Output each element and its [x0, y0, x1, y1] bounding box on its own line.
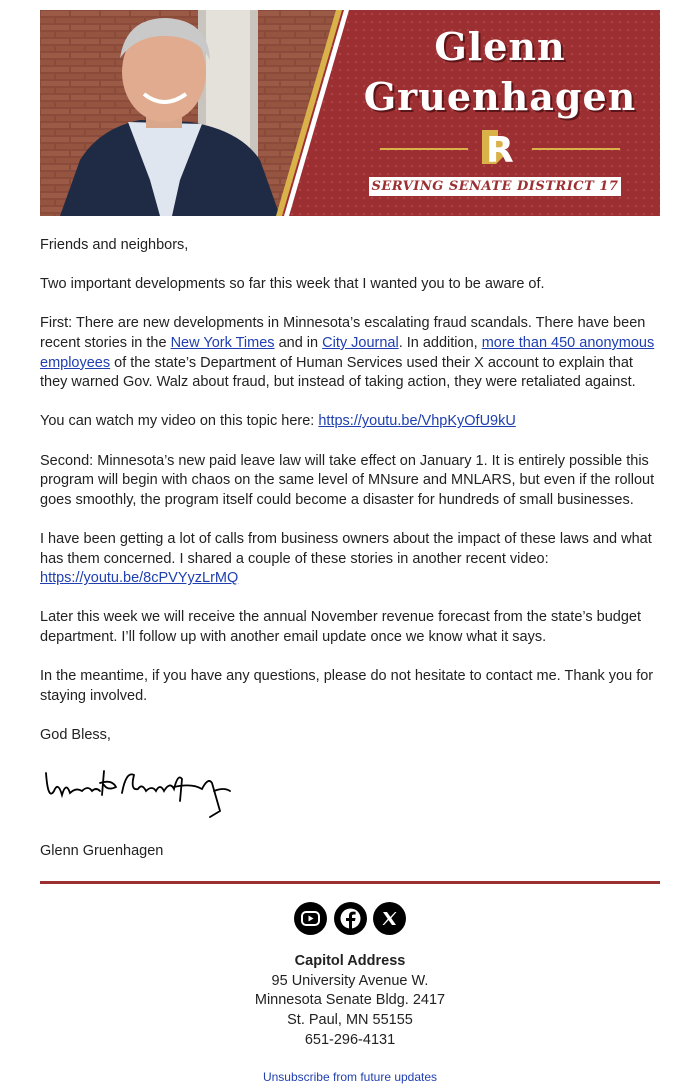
text-segment: First: There are new developments in Minnesota’s escalating fraud scandals. There have been recent stories in the — [40, 315, 646, 351]
x-icon[interactable] — [373, 902, 406, 935]
banner-tagline: SERVING SENATE DISTRICT 17 — [369, 177, 621, 196]
paragraph-forecast: Later this week we will receive the annual November revenue forecast from the state’s budget department. I’ll follow up with another email update once we know what it says. — [40, 609, 641, 645]
unsubscribe-link[interactable]: Unsubscribe from future updates — [262, 1070, 438, 1085]
social-links — [40, 902, 660, 936]
new-york-times-link[interactable]: New York Times — [170, 334, 275, 351]
banner-name-first: Glenn — [434, 24, 566, 69]
text-segment: of the state’s Department of Human Services used their X account to explain that they warned Gov. Walz about fraud, but instead of taking action, they were retaliated against. — [40, 354, 636, 391]
video-link-2[interactable]: https://youtu.be/8cPVYyzLrMQ — [40, 570, 239, 587]
paragraph-paid-leave: Second: Minnesota’s new paid leave law will take effect on January 1. It is entirely possible this program will begin with chaos on the same level of MNsure and MNLARS, but even if the rollout goes smoothly, the program itself could become a disaster for hundreds of small businesses. — [40, 452, 655, 508]
header-banner — [40, 10, 660, 216]
text-segment: You can watch my video on this topic here: — [40, 413, 319, 430]
logo-rule-left — [380, 148, 468, 150]
youtube-icon[interactable] — [294, 902, 327, 935]
closing: God Bless, — [40, 726, 111, 743]
facebook-icon[interactable] — [334, 902, 367, 935]
signature-name: Glenn Gruenhagen — [40, 843, 164, 860]
anonymous-employees-link[interactable]: more than 450 anonymous employees — [40, 334, 655, 371]
footer-divider — [40, 881, 660, 884]
paragraph-video-1 — [40, 412, 660, 432]
banner-name-last: Gruenhagen — [363, 74, 637, 119]
logo-rule-right — [532, 148, 620, 150]
republican-r-logo-icon — [482, 128, 518, 168]
text-segment: I have been getting a lot of calls from business owners about the impact of these laws and what has them concerned. I shared a couple of these stories in another recent video: — [40, 530, 652, 567]
video-link-1[interactable]: https://youtu.be/VhpKyOfU9kU — [318, 413, 516, 430]
banner-logo-row — [380, 128, 620, 168]
text-segment: . In addition, — [398, 334, 482, 351]
address-title: Capitol Address — [294, 953, 406, 970]
text-segment: and in — [274, 334, 323, 351]
city-journal-link[interactable]: City Journal — [322, 334, 399, 351]
address-line-1: 95 University Avenue W. — [271, 972, 429, 989]
unsubscribe-row — [40, 1070, 660, 1084]
paragraph-intro: Two important developments so far this week that I wanted you to be aware of. — [40, 276, 545, 293]
email-container — [40, 0, 660, 1084]
logo-letter: R — [486, 130, 514, 168]
letter-body — [40, 236, 660, 862]
paragraph-contact: In the meantime, if you have any questions, please do not hesitate to contact me. Thank you for staying involved. — [40, 668, 654, 704]
paragraph-video-2 — [40, 530, 660, 589]
address-line-3: St. Paul, MN 55155 — [287, 1012, 413, 1028]
capitol-address — [40, 952, 660, 1050]
phone-number: 651-296-4131 — [304, 1031, 396, 1048]
address-line-2: Minnesota Senate Bldg. 2417 — [254, 992, 446, 1009]
paragraph-fraud — [40, 314, 660, 392]
greeting: Friends and neighbors, — [40, 237, 189, 253]
handwritten-signature — [42, 761, 242, 821]
